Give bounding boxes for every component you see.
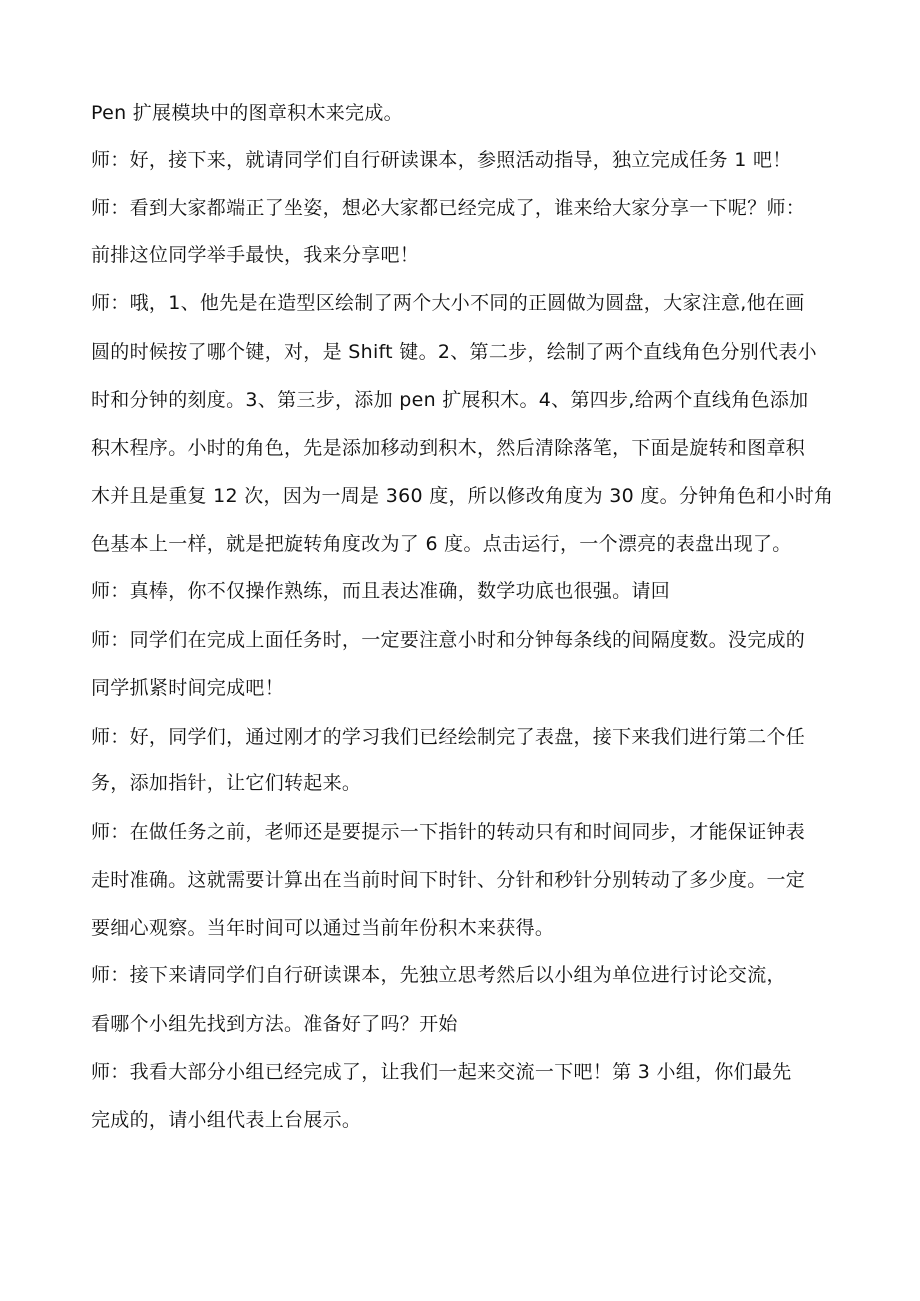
text-line-21: 师：我看大部分小组已经完成了，让我们一起来交流一下吧！第 3 小组，你们最先 (91, 1061, 792, 1083)
text-line-4: 前排这位同学举手最快，我来分享吧！ (91, 244, 420, 266)
text-line-7: 时和分钟的刻度。3、第三步，添加 pen 扩展积木。4、第四步,给两个直线角色添加 (91, 389, 809, 411)
text-line-5: 师：哦，1、他先是在造型区绘制了两个大小不同的正圆做为圆盘，大家注意,他在画 (91, 292, 805, 314)
text-line-20: 看哪个小组先找到方法。准备好了吗？开始 (91, 1013, 458, 1035)
text-line-8: 积木程序。小时的角色，先是添加移动到积木，然后清除落笔，下面是旋转和图章积 (91, 437, 806, 459)
text-line-3: 师：看到大家都端正了坐姿，想必大家都已经完成了，谁来给大家分享一下呢？师： (91, 197, 806, 219)
text-line-16: 师：在做任务之前，老师还是要提示一下指针的转动只有和时间同步，才能保证钟表 (91, 821, 806, 843)
text-line-13: 同学抓紧时间完成吧！ (91, 677, 285, 699)
text-line-6: 圆的时候按了哪个键，对，是 Shift 键。2、第二步，绘制了两个直线角色分别代表小 (91, 341, 817, 363)
text-line-2: 师：好，接下来，就请同学们自行研读课本，参照活动指导，独立完成任务 1 吧！ (91, 149, 792, 171)
text-line-17: 走时准确。这就需要计算出在当前时间下时针、分针和秒针分别转动了多少度。一定 (91, 869, 806, 891)
text-line-22: 完成的，请小组代表上台展示。 (91, 1109, 362, 1131)
text-line-18: 要细心观察。当年时间可以通过当前年份积木来获得。 (91, 917, 555, 939)
text-line-12: 师：同学们在完成上面任务时，一定要注意小时和分钟每条线的间隔度数。没完成的 (91, 629, 806, 651)
text-line-1: Pen 扩展模块中的图章积木来完成。 (91, 102, 403, 124)
text-line-9: 木并且是重复 12 次，因为一周是 360 度，所以修改角度为 30 度。分钟角色和小时角 (91, 485, 834, 507)
text-line-14: 师：好，同学们，通过刚才的学习我们已经绘制完了表盘，接下来我们进行第二个任 (91, 726, 806, 748)
text-line-11: 师：真棒，你不仅操作熟练，而且表达准确，数学功底也很强。请回 (91, 580, 671, 602)
text-line-15: 务，添加指针，让它们转起来。 (91, 772, 362, 794)
text-line-19: 师：接下来请同学们自行研读课本，先独立思考然后以小组为单位进行讨论交流， (91, 964, 786, 986)
text-line-10: 色基本上一样，就是把旋转角度改为了 6 度。点击运行，一个漂亮的表盘出现了。 (91, 533, 792, 555)
